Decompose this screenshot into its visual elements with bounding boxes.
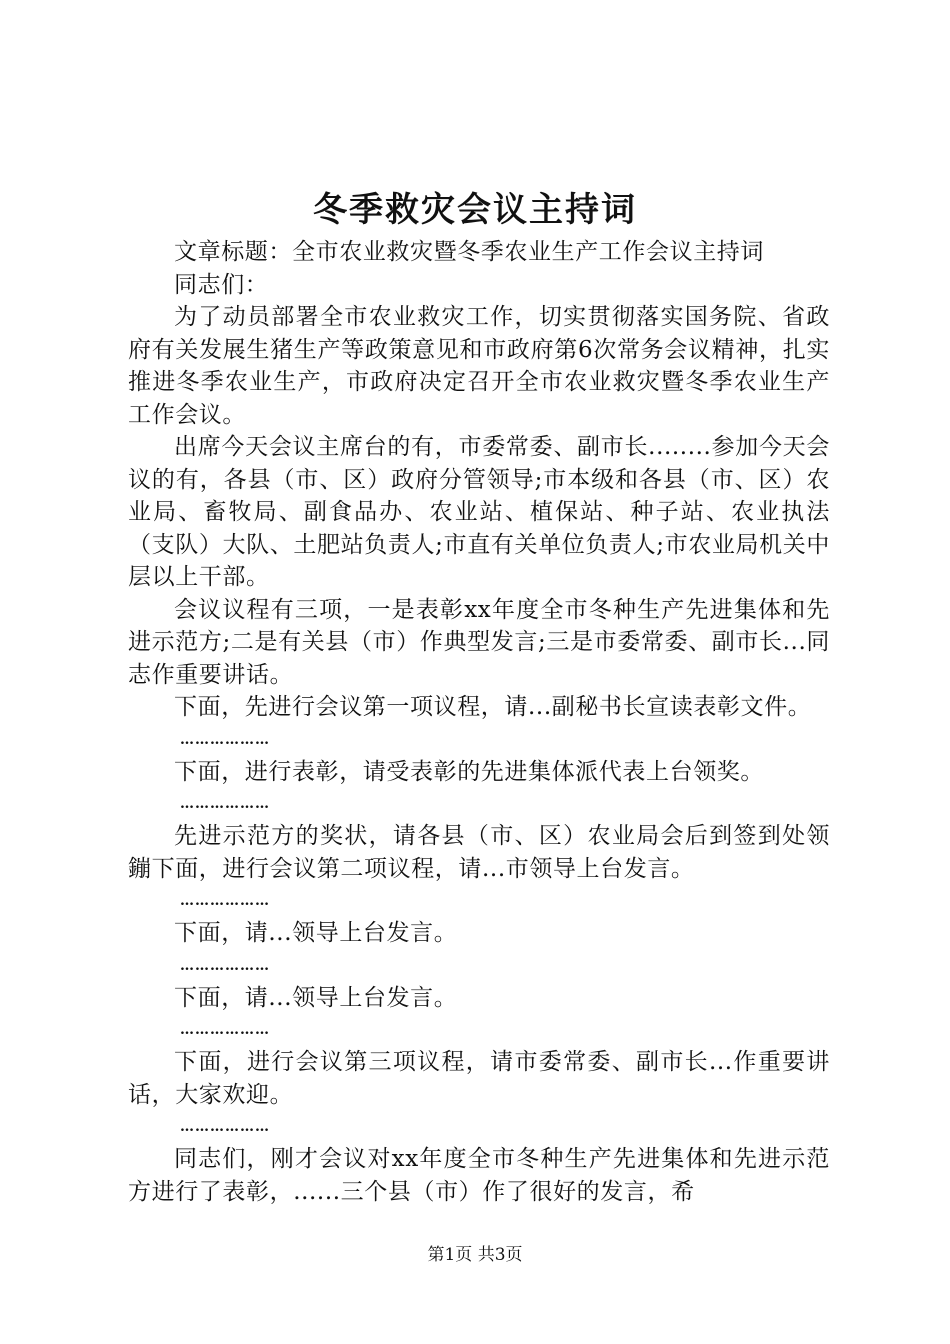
salutation: 同志们： [174, 271, 269, 298]
paragraph: 为了动员部署全市农业救灾工作，切实贯彻落实国务院、省政府有关发展生猪生产等政策意见和市政府第6次常务会议精神，扎实推进冬季农业生产，市政府决定召开全市农业救灾暨冬季农业生产工作会议。 [128, 304, 830, 428]
paragraph: 下面，进行表彰，请受表彰的先进集体派代表上台领奖。 [174, 758, 764, 785]
paragraph: 同志们，刚才会议对xx年度全市冬种生产先进集体和先进示范方进行了表彰，......三个县（市）作了很好的发言，希 [128, 1146, 830, 1205]
document-title: 冬季救灾会议主持词 [313, 190, 637, 230]
paragraph: 下面，请...领导上台发言。 [174, 920, 458, 946]
paragraph: 出席今天会议主席台的有，市委常委、副市长........参加今天会议的有，各县（市、区）政府分管领导;市本级和各县（市、区）农业局、畜牧局、副食品办、农业站、植保站、种子站、农业执法（支队）大队、土肥站负责人;市直有关单位负责人;市农业局机关中层以上干部。 [128, 434, 830, 590]
ellipsis-separator: ……………… [180, 1022, 270, 1038]
article-title-line: 文章标题：全市农业救灾暨冬季农业生产工作会议主持词 [174, 239, 764, 265]
paragraph: 下面，请...领导上台发言。 [174, 984, 458, 1011]
paragraph: 下面，进行会议第三项议程，请市委常委、副市长...作重要讲话，大家欢迎。 [128, 1049, 830, 1108]
page-footer: 第1页 共3页 [427, 1245, 523, 1265]
ellipsis-separator: ……………… [180, 957, 270, 974]
paragraph: 下面，先进行会议第一项议程，请...副秘书长宣读表彰文件。 [174, 694, 812, 720]
paragraph: 会议议程有三项，一是表彰xx年度全市冬种生产先进集体和先进示范方;二是有关县（市）作典型发言;三是市委常委、副市长...同志作重要讲话。 [128, 596, 830, 688]
ellipsis-separator: ……………… [180, 796, 270, 812]
document-body [128, 236, 830, 1208]
paragraph: 先进示范方的奖状，请各县（市、区）农业局会后到签到处领鏰下面，进行会议第二项议程，请...市领导上台发言。 [128, 823, 830, 882]
ellipsis-separator: ……………… [180, 1119, 270, 1135]
ellipsis-separator: ……………… [180, 731, 270, 748]
ellipsis-separator: ……………… [180, 893, 270, 909]
